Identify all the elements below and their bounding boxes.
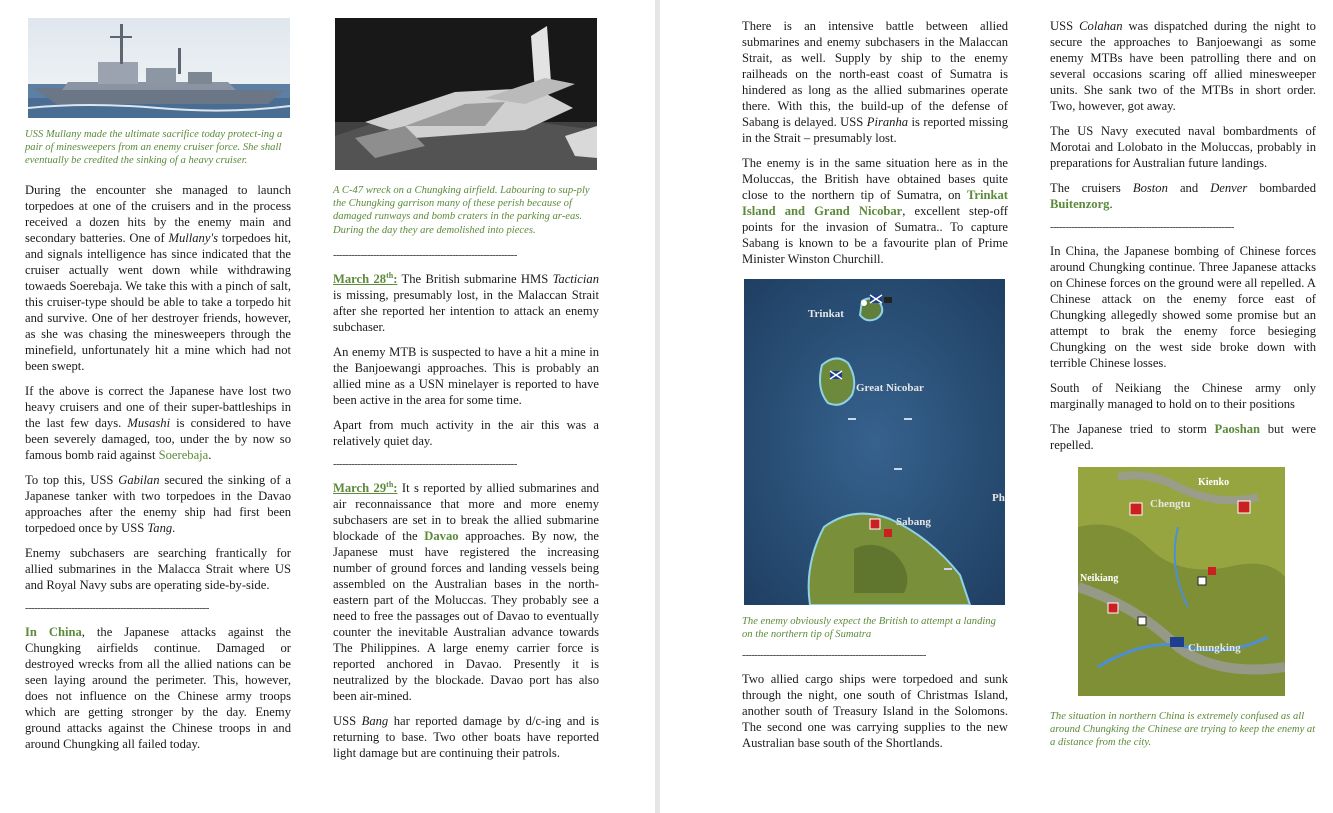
paragraph: March 29th: It s reported by allied submarines and air reconnaissance that more and more enemy subchasers are set in to break the allied submarine blockade of the Davao approaches. By now, the Japanese must have registered the increasing number of ground forces and landing vessels being assembled on the Australian bases in the north-eastern part of the Moluccas. They probably see a need to free the passages out of Davao to eventually counter the inevitable Australian advance towards The Philippines. A large enemy carrier force is reported anchored in Davao. Presently it is neutralized by the blockade. Davao port has also been air-mined. [333, 479, 600, 703]
separator: ------------------------------------------------------------ [25, 601, 209, 614]
paragraph: The US Navy executed naval bombardments of Morotai and Lolobato in the Moluccas, probably in preparations for Australian future landings. [1050, 124, 1316, 170]
paragraph: If the above is correct the Japanese have lost two heavy cruisers and one of their super-battleships in the last few days. Musashi is considered to have been severely damaged, too, under the by now so famous bomb raid against Soerebaja. [25, 383, 291, 462]
map-label: Chungking [1188, 642, 1241, 654]
map-label: Trinkat [808, 308, 844, 320]
china-map [1078, 467, 1285, 696]
paragraph: In China, the Japanese attacks against the Chungking airfields continue. Damaged or destroyed wrecks from all the allied nations can be seen laying around the perimeter. This, however, does not influence on the Chinese army troops which are getting stronger by the day. Enemy ground attacks against the Chinese troops in and around Chungking all failed today. [25, 624, 292, 751]
column-3 [742, 18, 1008, 760]
destroyer-photo [28, 18, 290, 118]
paragraph: South of Neikiang the Chinese army only marginally managed to hold on to their positions [1050, 381, 1316, 411]
map-label: Kienko [1198, 477, 1230, 488]
paragraph: The enemy is in the same situation here as in the Moluccas, the British have obtained bases quite close to the northern tip of Sumatra, on Trinkat Island and Grand Nicobar, excellent step-off points for the invasion of Sumatra.. To capture Sabang is known to be a favourite plan of Prime Minister Winston Churchill. [742, 156, 1008, 266]
column-1 [25, 18, 291, 761]
sumatra-map [744, 279, 1005, 605]
paragraph: Two allied cargo ships were torpedoed and sunk through the night, one south of Christmas Island, another south of Treasury Island in the Solomons. The second one was carrying supplies to the new Australian base south of the Shortlands. [742, 672, 1008, 751]
paragraph: Apart from much activity in the air this was a relatively quiet day. [333, 417, 599, 448]
date-heading: March 29th: [333, 479, 398, 495]
place-link: In China [25, 624, 82, 639]
map-label: Neikiang [1080, 573, 1119, 584]
separator: ------------------------------------------------------------ [333, 457, 517, 470]
paragraph: The cruisers Boston and Denver bombarded Buitenzorg. [1050, 181, 1316, 211]
column-2 [333, 18, 599, 770]
wreck-caption: A C-47 wreck on a Chungking airfield. Labouring to sup-ply the Chungking garrison many of these perish because of damaged runways and bomb craters in the parking ar-eas. During the day they are demolished into pieces. [333, 185, 590, 236]
china-map-caption: The situation in northern China is extremely confused as all around Chungking the Chinese are trying to keep the enemy at a distance from the city. [1050, 711, 1316, 749]
place-link: Paoshan [1214, 422, 1260, 436]
paragraph: Enemy subchasers are searching frantically for allied submarines in the Malacca Strait where US and Royal Navy subs are operating side-by-side. [25, 545, 291, 592]
right-page [660, 0, 1333, 813]
paragraph: In China, the Japanese bombing of Chinese forces around Chungking continue. Three Japanese attacks on Chinese forces on the ground were all repelled. A Chinese attack on the enemy force east of Chungking allegedly showed some promise but an attempt to brak the enemy force besieging Chungking on the west side broke down with terrible Chinese losses. [1050, 244, 1316, 370]
paragraph: USS Colahan was dispatched during the night to secure the approaches to Banjoewangi as some enemy MTBs have been patrolling there and on several occasions scaring off allied minesweeper units. She sank two of the MTBs in short order. Two, however, got away. [1050, 19, 1316, 113]
place-link: Davao [424, 528, 459, 543]
separator: ------------------------------------------------------------ [1050, 221, 1234, 233]
map-label: Chengtu [1150, 498, 1191, 510]
map-label: Sabang [896, 516, 931, 528]
place-link: Soerebaja [158, 447, 209, 462]
map-label: Great Nicobar [856, 382, 924, 394]
paragraph: The Japanese tried to storm Paoshan but were repelled. [1050, 422, 1317, 452]
paragraph: March 28th: The British submarine HMS Tactician is missing, presumably lost, in the Malaccan Strait after she reported her intention to attack an enemy subchaser. [333, 270, 599, 334]
map-label: Ph [992, 492, 1005, 504]
left-page [0, 0, 655, 813]
place-link: Trinkat Island and Grand Nicobar [742, 188, 1008, 218]
column-4 [1050, 18, 1316, 758]
paragraph: During the encounter she managed to launch torpedoes at one of the cruisers and in the process received a dozen hits by the enemy main and secondary batteries. One of Mullany's torpedoes hit, and signals intelligence has since indicated that the cruiser actually went down while withdrawing towaeds Soerebaja. We take this with a pinch of salt, this cruiser-type should be able to take a torpedo hit and survive. One of her destroyer friends, however, as she was chasing the minesweepers through the minefield, unfortunately hit a mine which had not been swept. [25, 182, 291, 373]
separator: ------------------------------------------------------------ [742, 649, 926, 662]
destroyer-caption: USS Mullany made the ultimate sacrifice today protect-ing a pair of minesweepers from an enemy cruiser force. She shall eventually be credited the sinking of a heavy cruiser. [25, 129, 283, 167]
separator: ------------------------------------------------------------ [333, 248, 517, 261]
paragraph: An enemy MTB is suspected to have a hit a mine in the Banjoewangi approaches. This is probably an allied mine as a USN minelayer is reported to have been active in the area for some time. [333, 344, 599, 407]
paragraph: USS Bang har reported damage by d/c-ing and is returning to base. Two other boats have reported light damage but are continuing their patrols. [333, 713, 599, 760]
sumatra-map-caption: The enemy obviously expect the British to attempt a landing on the northern tip of Sumatra [742, 616, 996, 641]
place-link: Buitenzorg [1050, 197, 1110, 211]
paragraph: There is an intensive battle between allied submarines and enemy subchasers in the Malaccan Strait, as well. Supply by ship to the enemy railheads on the north-east coast of Sumatra is hindered as long as the allied submarines operate there. With this, the build-up of the defense of Sabang is delayed. USS Piranha is reported missing in the Strait – presumably lost. [742, 19, 1008, 145]
date-heading: March 28th: [333, 270, 398, 286]
wreck-photo [335, 18, 597, 170]
paragraph: To top this, USS Gabilan secured the sinking of a Japanese tanker with two torpedoes in the Davao approaches after the enemy ship had first been torpedoed once by USS Tang. [25, 472, 291, 535]
